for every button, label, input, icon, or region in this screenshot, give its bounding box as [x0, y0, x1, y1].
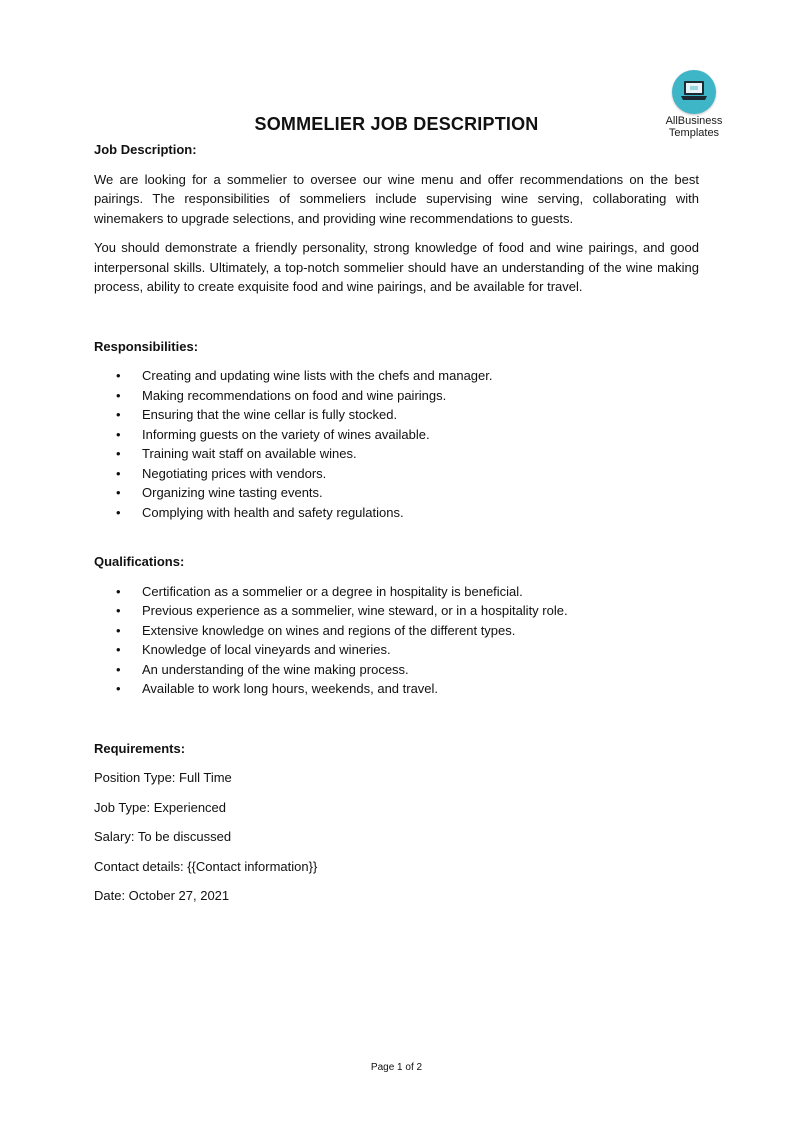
list-item: • Complying with health and safety regulations. — [94, 503, 699, 523]
qualifications-heading: Qualifications: — [94, 554, 185, 569]
job-description-paragraph-1: We are looking for a sommelier to oversee our wine menu and offer recommendations on the best pairings. The responsibilities of sommeliers include supervising wine serving, collaborating with winemakers to upgrade selections, and providing wine recommendations to guests. — [94, 171, 699, 226]
requirement-job-type: Job Type: Experienced — [94, 799, 227, 815]
list-item: • Ensuring that the wine cellar is fully stocked. — [94, 405, 699, 425]
responsibilities-heading: Responsibilities: — [94, 338, 199, 354]
list-item: • Organizing wine tasting events. — [94, 483, 699, 503]
list-item: • Making recommendations on food and wine pairings. — [94, 386, 699, 406]
requirement-salary: Salary: To be discussed — [94, 829, 232, 844]
job-description-heading: Job Description: — [94, 142, 197, 157]
list-item: • Informing guests on the variety of wines available. — [94, 425, 699, 445]
requirement-contact-details: Contact details: {{Contact information}} — [94, 858, 318, 874]
requirements-heading: Requirements: — [94, 740, 186, 756]
list-item: • Negotiating prices with vendors. — [94, 464, 699, 484]
page-number: Page 1 of 2 — [370, 1062, 423, 1073]
responsibilities-list — [94, 366, 699, 522]
logo-line-2: Templates — [668, 127, 720, 139]
list-item: • Extensive knowledge on wines and regions of the different types. — [94, 621, 699, 641]
requirement-position-type: Position Type: Full Time — [94, 770, 232, 785]
list-item: • Training wait staff on available wines. — [94, 444, 699, 464]
job-description-paragraph-2: You should demonstrate a friendly personality, strong knowledge of food and wine pairings, and good interpersonal skills. Ultimately, a top-notch sommelier should have an understanding of the wine making process, ability to create exquisite food and wine pairings, and be available for travel. — [94, 240, 699, 294]
list-item: • Creating and updating wine lists with the chefs and manager. — [94, 366, 699, 386]
list-item: • Available to work long hours, weekends, and travel. — [94, 679, 699, 699]
list-item: • Certification as a sommelier or a degree in hospitality is beneficial. — [94, 582, 699, 602]
list-item: • Previous experience as a sommelier, wine steward, or in a hospitality role. — [94, 601, 699, 621]
document-body — [94, 140, 699, 906]
qualifications-list — [94, 582, 699, 699]
requirement-date: Date: October 27, 2021 — [94, 888, 230, 903]
laptop-icon — [672, 70, 716, 114]
logo-line-1: AllBusiness — [665, 115, 723, 127]
document-title: SOMMELIER JOB DESCRIPTION — [254, 114, 539, 134]
list-item: • Knowledge of local vineyards and wineries. — [94, 640, 699, 660]
list-item: • An understanding of the wine making process. — [94, 660, 699, 680]
